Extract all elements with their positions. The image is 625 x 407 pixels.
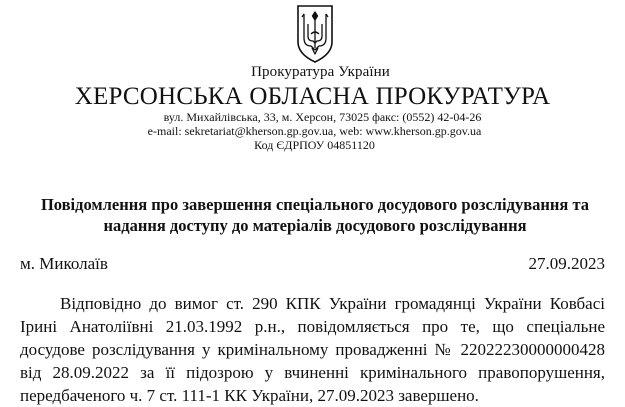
document-place: м. Миколаїв xyxy=(20,254,108,273)
organization-name: ХЕРСОНСЬКА ОБЛАСНА ПРОКУРАТУРА xyxy=(74,83,551,110)
document-date: 27.09.2023 xyxy=(528,254,605,273)
edrpou-code: Код ЄДРПОУ 04851120 xyxy=(254,138,375,152)
address-line: вул. Михайлівська, 33, м. Херсон, 73025 факс: (0552) 42-04-26 xyxy=(163,110,482,124)
document-title: Повідомлення про завершення спеціального досудового розслідування та надання доступу до матеріалів досудового розслідування xyxy=(40,195,590,235)
office-name: Прокуратура України xyxy=(251,64,390,80)
trident-coat-of-arms-icon xyxy=(295,4,335,64)
contacts-line: e-mail: sekretariat@kherson.gp.gov.ua, web: www.kherson.gp.gov.ua xyxy=(147,124,482,138)
document-body: Відповідно до вимог ст. 290 КПК України громадянці України Ковбасі Ірині Анатоліївні 21.03.1992 р.н., повідомляється про те, що спеціальне досудове розслідування у кримінальному провадженні № 22022230000000428 від 28.09.2022 за її підозрою у вчиненні кримінального правопорушення, передбаченого ч. 7 ст. 111-1 КК України, 27.09.2023 завершено. xyxy=(20,294,605,405)
